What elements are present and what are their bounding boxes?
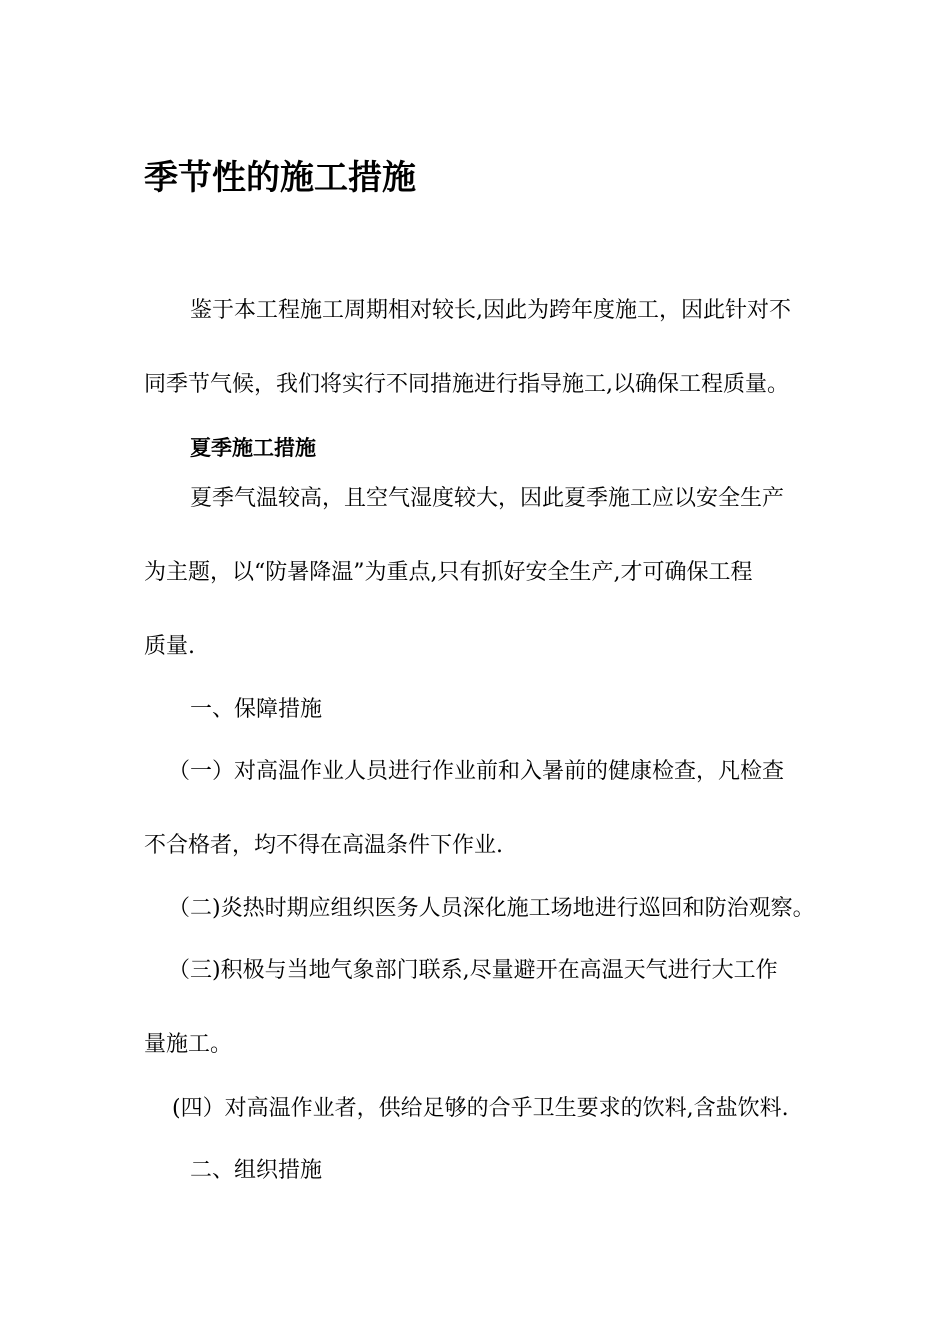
summer-intro-line-1: 夏季气温较高，且空气湿度较大，因此夏季施工应以安全生产 (190, 486, 785, 511)
item-1-line-2: 不合格者，均不得在高温条件下作业. (144, 833, 503, 858)
section-2-heading: 二、组织措施 (190, 1158, 323, 1183)
item-1-line-1: （一）对高温作业人员进行作业前和入暑前的健康检查，凡检查 (168, 759, 785, 784)
item-3-line-2: 量施工。 (144, 1032, 233, 1057)
item-4: (四）对高温作业者，供给足够的合乎卫生要求的饮料,含盐饮料. (172, 1096, 789, 1121)
summer-intro-line-2: 为主题，以“防暑降温”为重点,只有抓好安全生产,才可确保工程 (144, 560, 753, 585)
item-3-line-1: （三)积极与当地气象部门联系,尽量避开在高温天气进行大工作 (168, 958, 778, 983)
summer-heading: 夏季施工措施 (190, 435, 316, 460)
intro-line-2: 同季节气候，我们将实行不同措施进行指导施工,以确保工程质量。 (144, 372, 789, 397)
document-title: 季节性的施工措施 (144, 158, 416, 198)
section-1-heading: 一、保障措施 (190, 697, 323, 722)
summer-intro-line-3: 质量. (144, 634, 195, 659)
item-2: （二)炎热时期应组织医务人员深化施工场地进行巡回和防治观察。 (168, 896, 815, 921)
intro-line-1: 鉴于本工程施工周期相对较长,因此为跨年度施工，因此针对不 (190, 298, 791, 323)
